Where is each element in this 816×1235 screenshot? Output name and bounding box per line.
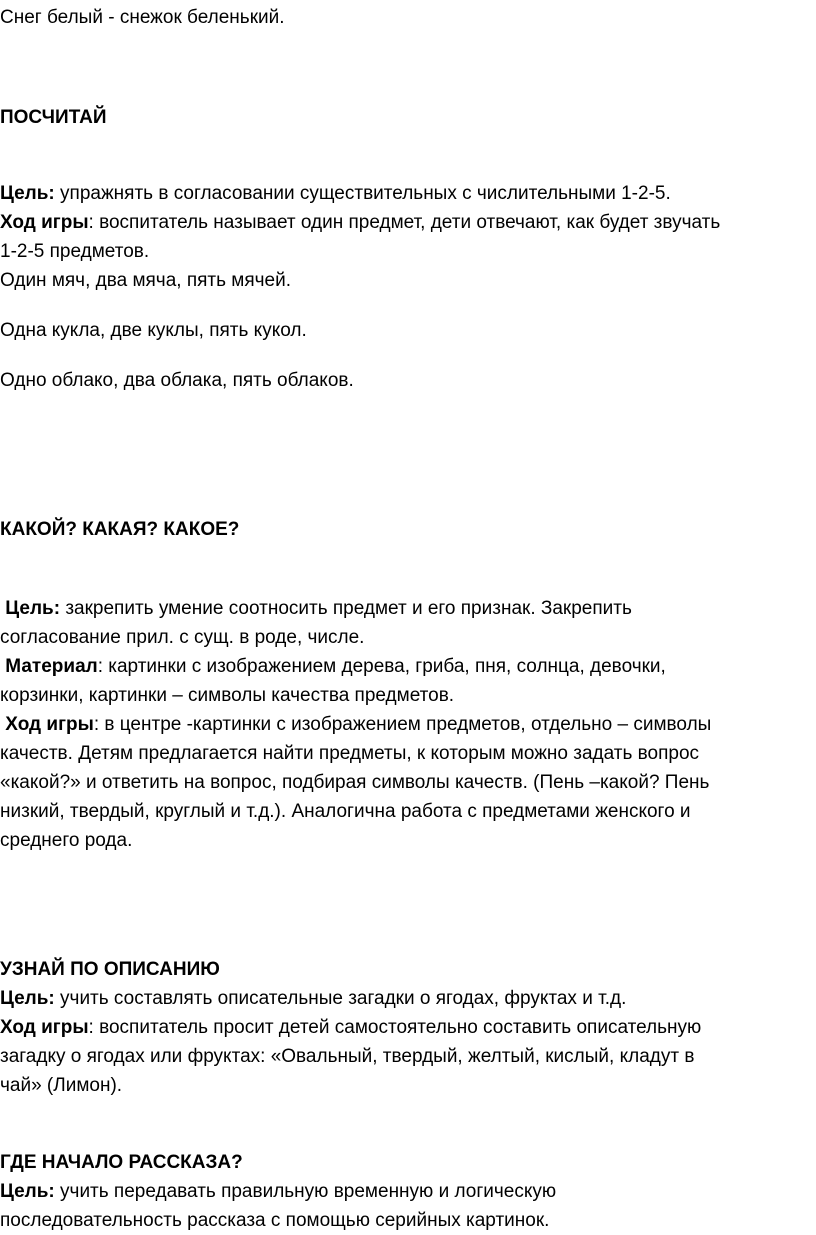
example-line: Один мяч, два мяча, пять мячей.: [0, 270, 291, 291]
section-heading-which: КАКОЙ? КАКАЯ? КАКОЕ?: [0, 519, 240, 540]
section3-game-cont: загадку о ягодах или фруктах: «Овальный, твердый, желтый, кислый, кладут в: [0, 1046, 695, 1067]
material-label: Материал: [5, 656, 98, 677]
game-label: Ход игры: [5, 714, 94, 735]
game-text: : воспитатель просит детей самостоятельно составить описательную: [88, 1017, 702, 1038]
section2-material: [0, 652, 666, 681]
section1-goal: [0, 179, 671, 208]
goal-text: учить составлять описательные загадки о ягодах, фруктах и т.д.: [54, 988, 627, 1009]
game-label: Ход игры: [0, 212, 89, 233]
section2-goal: [0, 594, 632, 623]
game-text: : в центре -картинки с изображением предметов, отдельно – символы: [93, 714, 712, 735]
section-heading-story: ГДЕ НАЧАЛО РАССКАЗА?: [0, 1152, 243, 1173]
section4-goal: [0, 1177, 556, 1206]
section2-goal-cont: согласование прил. с сущ. в роде, числе.: [0, 627, 365, 648]
section3-game-cont: чай» (Лимон).: [0, 1075, 123, 1096]
section3-goal: [0, 984, 626, 1013]
intro-text: Снег белый - снежок беленький.: [0, 7, 285, 28]
section-heading-count: ПОСЧИТАЙ: [0, 107, 107, 128]
goal-text: учить передавать правильную временную и логическую: [54, 1181, 557, 1202]
section4-goal-cont: последовательность рассказа с помощью серийных картинок.: [0, 1210, 550, 1231]
section1-game: [0, 208, 720, 237]
section2-game-cont: «какой?» и ответить на вопрос, подбирая символы качеств. (Пень –какой? Пень: [0, 772, 710, 793]
game-label: Ход игры: [0, 1017, 89, 1038]
example-line: Одно облако, два облака, пять облаков.: [0, 370, 354, 391]
goal-text: закрепить умение соотносить предмет и его признак. Закрепить: [60, 598, 632, 619]
material-text: : картинки с изображением дерева, гриба, пня, солнца, девочки,: [97, 656, 666, 677]
goal-text: упражнять в согласовании существительных с числительными 1-2-5.: [54, 183, 671, 204]
section1-game-cont: 1-2-5 предметов.: [0, 241, 150, 262]
example-line: Одна кукла, две куклы, пять кукол.: [0, 320, 307, 341]
goal-label: Цель:: [0, 988, 55, 1009]
section2-game-cont: низкий, твердый, круглый и т.д.). Аналогична работа с предметами женского и: [0, 801, 691, 822]
section3-game: [0, 1013, 701, 1042]
section2-game-cont: среднего рода.: [0, 830, 133, 851]
section2-material-cont: корзинки, картинки – символы качества предметов.: [0, 685, 455, 706]
section2-game-cont: качеств. Детям предлагается найти предметы, к которым можно задать вопрос: [0, 743, 700, 764]
goal-label: Цель:: [0, 183, 55, 204]
goal-label: Цель:: [5, 598, 61, 619]
section2-game: [0, 710, 711, 739]
section-heading-describe: УЗНАЙ ПО ОПИСАНИЮ: [0, 959, 220, 980]
game-text: : воспитатель называет один предмет, дети отвечают, как будет звучать: [88, 212, 721, 233]
goal-label: Цель:: [0, 1181, 55, 1202]
